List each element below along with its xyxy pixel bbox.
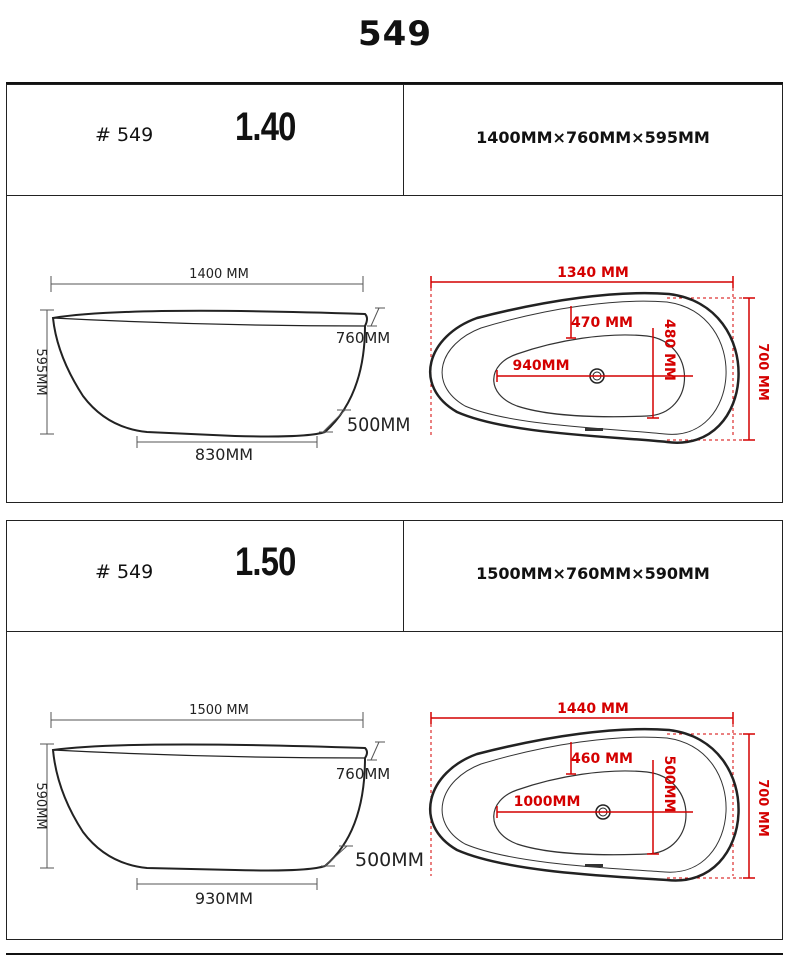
drawing-canvas (7, 196, 784, 503)
side-view (33, 267, 411, 464)
top-outer-width-label: 700 MM (755, 343, 770, 401)
side-height-label: 590MM (33, 782, 48, 830)
drawing-canvas (7, 632, 784, 940)
top-offset-label: 470 MM (571, 315, 633, 331)
top-view (430, 701, 770, 880)
overall-dimensions: 1500MM×760MM×590MM (476, 564, 710, 583)
side-base-length-label: 930MM (194, 889, 254, 908)
top-view (430, 265, 770, 443)
side-height-label: 595MM (33, 348, 48, 396)
side-base-width-label: 500MM (347, 414, 411, 437)
side-width-label: 760MM (335, 765, 391, 783)
variant-drawing (6, 196, 783, 503)
top-outer-length-label: 1340 MM (557, 265, 629, 281)
side-length-label: 1500 MM (189, 703, 249, 718)
side-base-width-label: 500MM (355, 849, 425, 871)
top-outer-length-label: 1440 MM (557, 701, 629, 717)
top-inner-length-label: 1000MM (513, 794, 581, 810)
top-inner-width-label: 480 MM (661, 319, 677, 381)
variant-header (6, 84, 783, 196)
top-inner-width-label: 500MM (661, 755, 677, 813)
size-label: 1.40 (235, 105, 296, 149)
model-number: # 549 (95, 561, 154, 583)
side-length-label: 1400 MM (189, 267, 249, 282)
overall-dimensions: 1400MM×760MM×595MM (476, 128, 710, 147)
side-width-label: 760MM (335, 329, 391, 347)
model-number: # 549 (95, 124, 154, 146)
top-outer-width-label: 700 MM (755, 779, 770, 837)
bottom-rule (6, 953, 783, 955)
side-base-length-label: 830MM (194, 445, 254, 464)
side-view (33, 703, 424, 908)
top-inner-length-label: 940MM (512, 358, 570, 374)
top-offset-label: 460 MM (571, 751, 633, 767)
variant-header (6, 520, 783, 632)
page-title: 549 (358, 14, 432, 54)
size-label: 1.50 (235, 540, 296, 584)
variant-drawing (6, 632, 783, 940)
